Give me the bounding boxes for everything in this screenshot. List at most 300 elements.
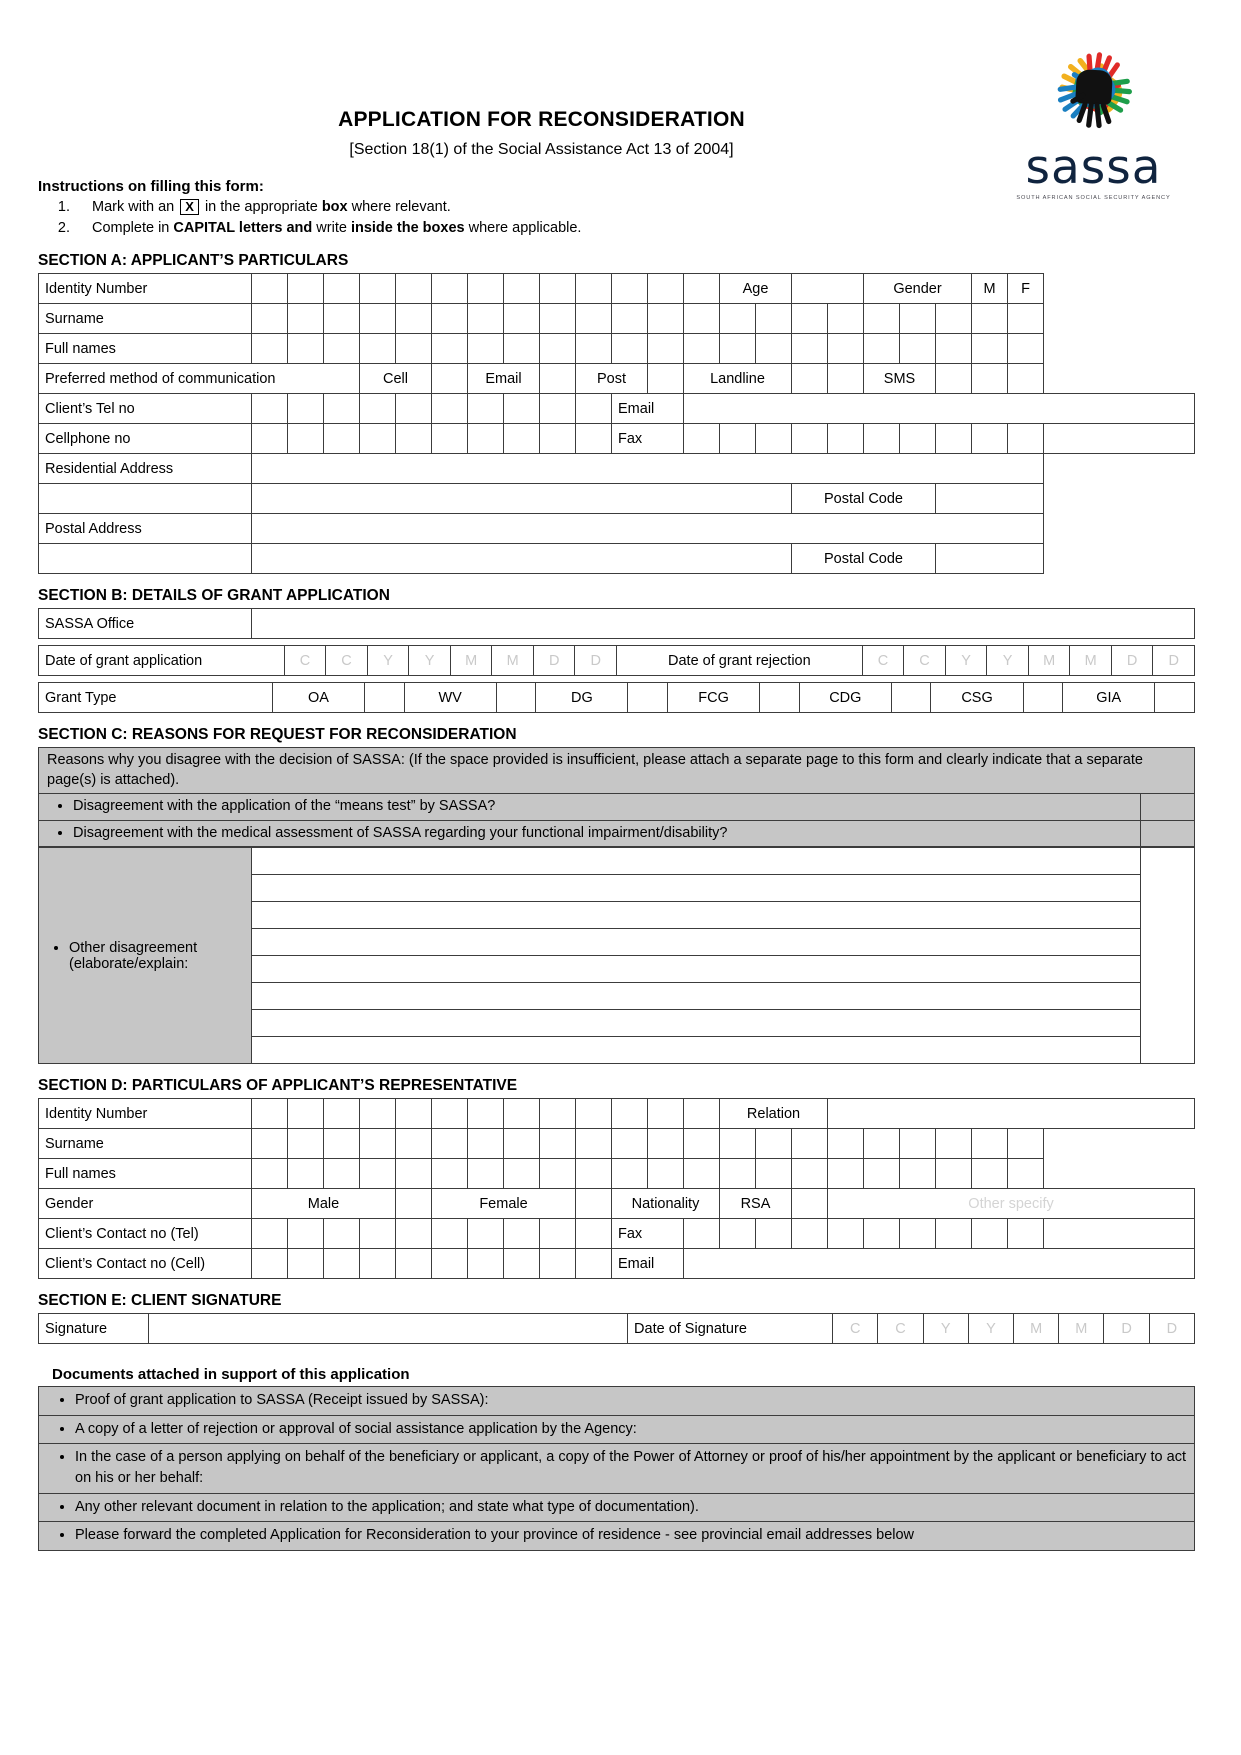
age-input[interactable] bbox=[792, 274, 864, 304]
rep-id-digit-box[interactable] bbox=[252, 1099, 288, 1129]
cell-digit-box[interactable] bbox=[324, 424, 360, 454]
rep-identity-number-label: Identity Number bbox=[39, 1099, 252, 1129]
rep-cell-digit-box[interactable] bbox=[504, 1249, 540, 1279]
postal-address-row-2 bbox=[39, 544, 1195, 574]
rep-surname-char-box[interactable] bbox=[396, 1129, 432, 1159]
app-date-box[interactable]: M bbox=[450, 646, 492, 676]
surname-char-box[interactable] bbox=[792, 304, 828, 334]
rej-date-box[interactable]: D bbox=[1111, 646, 1153, 676]
postal-address-input[interactable] bbox=[252, 514, 1044, 544]
id-digit-box[interactable] bbox=[432, 274, 468, 304]
surname-char-box[interactable] bbox=[648, 304, 684, 334]
cell-digit-box[interactable] bbox=[288, 424, 324, 454]
app-date-box[interactable]: C bbox=[326, 646, 368, 676]
rep-id-digit-box[interactable] bbox=[648, 1099, 684, 1129]
surname-char-box[interactable] bbox=[972, 304, 1008, 334]
rep-tel-digit-box[interactable] bbox=[540, 1219, 576, 1249]
comm-option-landline-checkbox[interactable] bbox=[792, 364, 828, 394]
rep-fullname-char-box[interactable] bbox=[936, 1159, 972, 1189]
rep-fullname-char-box[interactable] bbox=[504, 1159, 540, 1189]
rep-surname-char-box[interactable] bbox=[936, 1129, 972, 1159]
tel-digit-box[interactable] bbox=[468, 394, 504, 424]
x-mark-icon: X bbox=[180, 199, 199, 215]
rep-fullname-char-box[interactable] bbox=[1008, 1159, 1044, 1189]
app-date-box[interactable]: D bbox=[533, 646, 575, 676]
rep-full-names-row bbox=[39, 1159, 1195, 1189]
instruction-2-pre: Complete in bbox=[92, 220, 170, 237]
reason-2-cell bbox=[39, 820, 1141, 847]
surname-char-box[interactable] bbox=[504, 304, 540, 334]
rep-gender-row bbox=[39, 1189, 1195, 1219]
rep-cell-digit-box[interactable] bbox=[324, 1249, 360, 1279]
logo-wordmark: sassa bbox=[1025, 140, 1162, 195]
tel-digit-box[interactable] bbox=[288, 394, 324, 424]
rep-surname-char-box[interactable] bbox=[720, 1129, 756, 1159]
id-digit-box[interactable] bbox=[540, 274, 576, 304]
gender-female-box[interactable]: F bbox=[1008, 274, 1044, 304]
rep-id-digit-box[interactable] bbox=[504, 1099, 540, 1129]
surname-char-box[interactable] bbox=[612, 304, 648, 334]
grant-type-wv-checkbox[interactable] bbox=[496, 683, 536, 713]
reason-2-checkbox[interactable] bbox=[1141, 820, 1195, 847]
rep-tel-digit-box[interactable] bbox=[468, 1219, 504, 1249]
rep-fax-digit-box[interactable] bbox=[1008, 1219, 1044, 1249]
rep-cell-digit-box[interactable] bbox=[360, 1249, 396, 1279]
rej-date-box[interactable]: C bbox=[862, 646, 904, 676]
rep-tel-digit-box[interactable] bbox=[504, 1219, 540, 1249]
signature-input[interactable] bbox=[149, 1314, 628, 1344]
app-date-box[interactable]: Y bbox=[409, 646, 451, 676]
identity-number-label: Identity Number bbox=[39, 274, 252, 304]
surname-char-box[interactable] bbox=[1008, 304, 1044, 334]
rej-date-box[interactable]: M bbox=[1028, 646, 1070, 676]
rep-other-specify-input[interactable]: Other specify bbox=[828, 1189, 1195, 1219]
rep-surname-char-box[interactable] bbox=[360, 1129, 396, 1159]
sassa-office-table bbox=[38, 608, 1195, 639]
rep-surname-char-box[interactable] bbox=[252, 1129, 288, 1159]
fullname-char-box[interactable] bbox=[612, 334, 648, 364]
tel-digit-box[interactable] bbox=[252, 394, 288, 424]
grant-type-fcg-checkbox[interactable] bbox=[760, 683, 800, 713]
postal-code-label-residential: Postal Code bbox=[792, 484, 936, 514]
rep-cell-digit-box[interactable] bbox=[468, 1249, 504, 1279]
rep-fax-digit-box[interactable] bbox=[864, 1219, 900, 1249]
fullname-char-box[interactable] bbox=[360, 334, 396, 364]
rep-fax-digit-box[interactable] bbox=[792, 1219, 828, 1249]
gender-male-box[interactable]: M bbox=[972, 274, 1008, 304]
instruction-1-pre: Mark with an bbox=[92, 199, 175, 215]
rep-id-digit-box[interactable] bbox=[684, 1099, 720, 1129]
other-disagreement-label: • Other disagreement (elaborate/explain: bbox=[69, 940, 247, 972]
rep-id-digit-box[interactable] bbox=[396, 1099, 432, 1129]
surname-char-box[interactable] bbox=[756, 304, 792, 334]
rep-tel-digit-box[interactable] bbox=[396, 1219, 432, 1249]
fullname-char-box[interactable] bbox=[324, 334, 360, 364]
reason-1-row bbox=[39, 794, 1195, 821]
surname-char-box[interactable] bbox=[252, 304, 288, 334]
surname-char-box[interactable] bbox=[288, 304, 324, 334]
fax-digit-box[interactable] bbox=[684, 424, 720, 454]
rep-fax-digit-box[interactable] bbox=[900, 1219, 936, 1249]
fullname-char-box[interactable] bbox=[1008, 334, 1044, 364]
other-write-line[interactable] bbox=[252, 1037, 1141, 1064]
rep-surname-char-box[interactable] bbox=[900, 1129, 936, 1159]
sig-date-box[interactable]: D bbox=[1104, 1314, 1149, 1344]
rep-surname-char-box[interactable] bbox=[864, 1129, 900, 1159]
grant-type-oa-label: OA bbox=[272, 683, 364, 713]
rep-cell-digit-box[interactable] bbox=[288, 1249, 324, 1279]
postal-address-input-2[interactable] bbox=[252, 544, 792, 574]
grant-type-label: Grant Type bbox=[39, 683, 273, 713]
rep-fullname-char-box[interactable] bbox=[324, 1159, 360, 1189]
rep-id-digit-box[interactable] bbox=[288, 1099, 324, 1129]
tel-digit-box[interactable] bbox=[540, 394, 576, 424]
grant-type-gia-checkbox[interactable] bbox=[1155, 683, 1195, 713]
cell-digit-box[interactable] bbox=[504, 424, 540, 454]
instruction-2-bold1: CAPITAL letters and bbox=[173, 220, 313, 237]
document-cell bbox=[39, 1387, 1195, 1416]
fullname-char-box[interactable] bbox=[396, 334, 432, 364]
rep-tel-digit-box[interactable] bbox=[576, 1219, 612, 1249]
rep-email-input[interactable] bbox=[684, 1249, 1195, 1279]
page-subtitle: [Section 18(1) of the Social Assistance Act 13 of 2004] bbox=[349, 141, 734, 158]
tel-digit-box[interactable] bbox=[324, 394, 360, 424]
rep-fullname-char-box[interactable] bbox=[648, 1159, 684, 1189]
sassa-office-label: SASSA Office bbox=[39, 609, 252, 639]
rep-fax-digit-box[interactable] bbox=[936, 1219, 972, 1249]
surname-char-box[interactable] bbox=[468, 304, 504, 334]
comm-option-sms-label: SMS bbox=[864, 364, 936, 394]
other-write-line[interactable] bbox=[252, 875, 1141, 902]
rep-contact-cell-label: Client’s Contact no (Cell) bbox=[39, 1249, 252, 1279]
rep-fullname-char-box[interactable] bbox=[540, 1159, 576, 1189]
rep-fullname-char-box[interactable] bbox=[468, 1159, 504, 1189]
rej-date-box[interactable]: M bbox=[1070, 646, 1112, 676]
rep-surname-char-box[interactable] bbox=[540, 1129, 576, 1159]
relation-label: Relation bbox=[720, 1099, 828, 1129]
cell-digit-box[interactable] bbox=[432, 424, 468, 454]
document-cell bbox=[39, 1493, 1195, 1522]
residential-address-input[interactable] bbox=[252, 454, 1044, 484]
spacer bbox=[972, 364, 1008, 394]
id-digit-box[interactable] bbox=[252, 274, 288, 304]
rep-tel-digit-box[interactable] bbox=[288, 1219, 324, 1249]
rep-contact-tel-label: Client’s Contact no (Tel) bbox=[39, 1219, 252, 1249]
rep-id-digit-box[interactable] bbox=[576, 1099, 612, 1129]
fax-digit-box[interactable] bbox=[792, 424, 828, 454]
rep-id-digit-box[interactable] bbox=[468, 1099, 504, 1129]
rep-fullname-char-box[interactable] bbox=[972, 1159, 1008, 1189]
comm-option-landline-label: Landline bbox=[684, 364, 792, 394]
grant-type-csg-checkbox[interactable] bbox=[1023, 683, 1063, 713]
document-row bbox=[39, 1387, 1195, 1416]
rep-cell-digit-box[interactable] bbox=[396, 1249, 432, 1279]
date-of-application-label: Date of grant application bbox=[39, 646, 285, 676]
rep-cell-digit-box[interactable] bbox=[540, 1249, 576, 1279]
rep-gender-male-checkbox[interactable] bbox=[396, 1189, 432, 1219]
grant-dates-table bbox=[38, 645, 1195, 676]
id-digit-box[interactable] bbox=[324, 274, 360, 304]
email-input[interactable] bbox=[684, 394, 1195, 424]
fax-label: Fax bbox=[612, 424, 684, 454]
postal-address-label: Postal Address bbox=[39, 514, 252, 544]
fullname-char-box[interactable] bbox=[936, 334, 972, 364]
rep-surname-char-box[interactable] bbox=[468, 1129, 504, 1159]
full-names-label: Full names bbox=[39, 334, 252, 364]
grant-type-dg-checkbox[interactable] bbox=[628, 683, 668, 713]
rep-surname-row bbox=[39, 1129, 1195, 1159]
fax-digit-box[interactable] bbox=[720, 424, 756, 454]
reason-2-text: • Disagreement with the medical assessment of SASSA regarding your functional impairment/disability? bbox=[73, 824, 1132, 844]
rep-fullname-char-box[interactable] bbox=[396, 1159, 432, 1189]
sig-date-box[interactable]: C bbox=[833, 1314, 878, 1344]
grant-type-oa-checkbox[interactable] bbox=[365, 683, 405, 713]
sig-date-box[interactable]: M bbox=[1014, 1314, 1059, 1344]
grant-type-row bbox=[39, 683, 1195, 713]
rep-id-digit-box[interactable] bbox=[612, 1099, 648, 1129]
rep-fullname-char-box[interactable] bbox=[828, 1159, 864, 1189]
fax-digit-box[interactable] bbox=[900, 424, 936, 454]
surname-char-box[interactable] bbox=[360, 304, 396, 334]
email-label: Email bbox=[612, 394, 684, 424]
document-item-text: • Any other relevant document in relation to the application; and state what type of documentation). bbox=[75, 1497, 1186, 1518]
age-label: Age bbox=[720, 274, 792, 304]
residential-address-row-2 bbox=[39, 484, 1195, 514]
rep-fax-digit-box[interactable] bbox=[828, 1219, 864, 1249]
rep-fax-digit-box[interactable] bbox=[1044, 1219, 1195, 1249]
rej-date-box[interactable]: Y bbox=[945, 646, 987, 676]
rep-surname-char-box[interactable] bbox=[828, 1129, 864, 1159]
fullname-char-box[interactable] bbox=[756, 334, 792, 364]
id-digit-box[interactable] bbox=[648, 274, 684, 304]
surname-char-box[interactable] bbox=[324, 304, 360, 334]
sig-date-box[interactable]: Y bbox=[968, 1314, 1013, 1344]
other-write-line[interactable] bbox=[252, 1010, 1141, 1037]
rep-fullname-char-box[interactable] bbox=[720, 1159, 756, 1189]
rep-surname-char-box[interactable] bbox=[756, 1129, 792, 1159]
fullname-char-box[interactable] bbox=[468, 334, 504, 364]
other-disagreement-checkbox[interactable] bbox=[1141, 848, 1195, 1064]
rep-fullname-char-box[interactable] bbox=[792, 1159, 828, 1189]
comm-option-cell-checkbox[interactable] bbox=[432, 364, 468, 394]
other-write-line[interactable] bbox=[252, 848, 1141, 875]
rep-cell-digit-box[interactable] bbox=[252, 1249, 288, 1279]
rep-id-digit-box[interactable] bbox=[432, 1099, 468, 1129]
rep-tel-digit-box[interactable] bbox=[360, 1219, 396, 1249]
fax-digit-box[interactable] bbox=[864, 424, 900, 454]
cell-digit-box[interactable] bbox=[468, 424, 504, 454]
postal-code-input-residential[interactable] bbox=[936, 484, 1044, 514]
rep-nationality-label: Nationality bbox=[612, 1189, 720, 1219]
id-digit-box[interactable] bbox=[684, 274, 720, 304]
comm-option-email-label: Email bbox=[468, 364, 540, 394]
rep-id-digit-box[interactable] bbox=[360, 1099, 396, 1129]
id-digit-box[interactable] bbox=[612, 274, 648, 304]
id-digit-box[interactable] bbox=[396, 274, 432, 304]
rep-surname-char-box[interactable] bbox=[1008, 1129, 1044, 1159]
rep-email-label: Email bbox=[612, 1249, 684, 1279]
fullname-char-box[interactable] bbox=[864, 334, 900, 364]
fullname-char-box[interactable] bbox=[972, 334, 1008, 364]
fullname-char-box[interactable] bbox=[576, 334, 612, 364]
other-write-line[interactable] bbox=[252, 902, 1141, 929]
rep-fax-digit-box[interactable] bbox=[720, 1219, 756, 1249]
cell-digit-box[interactable] bbox=[360, 424, 396, 454]
surname-char-box[interactable] bbox=[864, 304, 900, 334]
rep-fullname-char-box[interactable] bbox=[900, 1159, 936, 1189]
comm-option-post-label: Post bbox=[576, 364, 648, 394]
rep-fullname-char-box[interactable] bbox=[612, 1159, 648, 1189]
rep-surname-char-box[interactable] bbox=[504, 1129, 540, 1159]
surname-char-box[interactable] bbox=[720, 304, 756, 334]
fullname-char-box[interactable] bbox=[720, 334, 756, 364]
rep-identity-number-row bbox=[39, 1099, 1195, 1129]
rep-tel-digit-box[interactable] bbox=[324, 1219, 360, 1249]
rep-gender-label: Gender bbox=[39, 1189, 252, 1219]
cellphone-label: Cellphone no bbox=[39, 424, 252, 454]
fax-digit-box[interactable] bbox=[936, 424, 972, 454]
surname-char-box[interactable] bbox=[432, 304, 468, 334]
fullname-char-box[interactable] bbox=[828, 334, 864, 364]
rep-cell-digit-box[interactable] bbox=[576, 1249, 612, 1279]
app-date-box[interactable]: Y bbox=[367, 646, 409, 676]
sig-date-box[interactable]: D bbox=[1149, 1314, 1194, 1344]
residential-address-input-2[interactable] bbox=[252, 484, 792, 514]
id-digit-box[interactable] bbox=[360, 274, 396, 304]
rep-surname-char-box[interactable] bbox=[324, 1129, 360, 1159]
postal-code-input-postal[interactable] bbox=[936, 544, 1044, 574]
fax-digit-box[interactable] bbox=[756, 424, 792, 454]
rep-fax-digit-box[interactable] bbox=[756, 1219, 792, 1249]
other-write-line[interactable] bbox=[252, 929, 1141, 956]
rep-nationality-rsa-checkbox[interactable] bbox=[792, 1189, 828, 1219]
cell-digit-box[interactable] bbox=[540, 424, 576, 454]
rep-fullname-char-box[interactable] bbox=[252, 1159, 288, 1189]
fax-digit-box[interactable] bbox=[972, 424, 1008, 454]
cell-digit-box[interactable] bbox=[396, 424, 432, 454]
surname-char-box[interactable] bbox=[540, 304, 576, 334]
reason-1-checkbox[interactable] bbox=[1141, 794, 1195, 821]
surname-char-box[interactable] bbox=[684, 304, 720, 334]
rep-surname-char-box[interactable] bbox=[432, 1129, 468, 1159]
rep-surname-char-box[interactable] bbox=[684, 1129, 720, 1159]
rep-tel-digit-box[interactable] bbox=[432, 1219, 468, 1249]
fax-digit-box[interactable] bbox=[1008, 424, 1044, 454]
fullname-char-box[interactable] bbox=[288, 334, 324, 364]
tel-digit-box[interactable] bbox=[432, 394, 468, 424]
rep-cell-digit-box[interactable] bbox=[432, 1249, 468, 1279]
fax-digit-box[interactable] bbox=[828, 424, 864, 454]
rep-fullname-char-box[interactable] bbox=[576, 1159, 612, 1189]
cell-digit-box[interactable] bbox=[576, 424, 612, 454]
rep-fullname-char-box[interactable] bbox=[756, 1159, 792, 1189]
rep-id-digit-box[interactable] bbox=[540, 1099, 576, 1129]
id-digit-box[interactable] bbox=[288, 274, 324, 304]
grant-type-wv-label: WV bbox=[404, 683, 496, 713]
signature-label: Signature bbox=[39, 1314, 149, 1344]
other-write-line[interactable] bbox=[252, 956, 1141, 983]
sig-date-box[interactable]: M bbox=[1059, 1314, 1104, 1344]
rej-date-box[interactable]: D bbox=[1153, 646, 1195, 676]
comm-option-email-checkbox[interactable] bbox=[540, 364, 576, 394]
rep-fullname-char-box[interactable] bbox=[360, 1159, 396, 1189]
surname-char-box[interactable] bbox=[576, 304, 612, 334]
section-c-intro: Reasons why you disagree with the decision of SASSA: (If the space provided is insufficient, please attach a separate page to this form and clearly indicate that a separate page(s) is attached). bbox=[39, 748, 1195, 794]
tel-digit-box[interactable] bbox=[576, 394, 612, 424]
fax-digit-box[interactable] bbox=[1044, 424, 1195, 454]
tel-digit-box[interactable] bbox=[504, 394, 540, 424]
grant-type-cdg-checkbox[interactable] bbox=[891, 683, 931, 713]
rep-surname-char-box[interactable] bbox=[792, 1129, 828, 1159]
rep-surname-char-box[interactable] bbox=[288, 1129, 324, 1159]
fullname-char-box[interactable] bbox=[252, 334, 288, 364]
residential-address-label-2 bbox=[39, 484, 252, 514]
page-title: APPLICATION FOR RECONSIDERATION bbox=[338, 108, 745, 131]
fullname-char-box[interactable] bbox=[792, 334, 828, 364]
rep-surname-char-box[interactable] bbox=[612, 1129, 648, 1159]
surname-char-box[interactable] bbox=[396, 304, 432, 334]
rep-surname-char-box[interactable] bbox=[576, 1129, 612, 1159]
rep-fullname-char-box[interactable] bbox=[864, 1159, 900, 1189]
surname-char-box[interactable] bbox=[828, 304, 864, 334]
rep-surname-char-box[interactable] bbox=[648, 1129, 684, 1159]
rep-fax-digit-box[interactable] bbox=[972, 1219, 1008, 1249]
rep-fullname-char-box[interactable] bbox=[684, 1159, 720, 1189]
rej-date-box[interactable]: C bbox=[904, 646, 946, 676]
fullname-char-box[interactable] bbox=[540, 334, 576, 364]
id-digit-box[interactable] bbox=[504, 274, 540, 304]
surname-char-box[interactable] bbox=[900, 304, 936, 334]
section-e-heading: SECTION E: CLIENT SIGNATURE bbox=[38, 1292, 282, 1310]
sig-date-box[interactable]: C bbox=[878, 1314, 923, 1344]
rep-fax-digit-box[interactable] bbox=[684, 1219, 720, 1249]
app-date-box[interactable]: C bbox=[284, 646, 326, 676]
comm-option-post-checkbox[interactable] bbox=[648, 364, 684, 394]
surname-char-box[interactable] bbox=[936, 304, 972, 334]
logo-tagline: SOUTH AFRICAN SOCIAL SECURITY AGENCY bbox=[1016, 194, 1171, 201]
cell-digit-box[interactable] bbox=[252, 424, 288, 454]
instruction-2-mid: write bbox=[316, 220, 347, 237]
other-write-line[interactable] bbox=[252, 983, 1141, 1010]
relation-input[interactable] bbox=[828, 1099, 1195, 1129]
fullname-char-box[interactable] bbox=[504, 334, 540, 364]
rep-surname-char-box[interactable] bbox=[972, 1129, 1008, 1159]
rep-fullname-char-box[interactable] bbox=[288, 1159, 324, 1189]
document-row bbox=[39, 1415, 1195, 1444]
fullname-char-box[interactable] bbox=[648, 334, 684, 364]
fullname-char-box[interactable] bbox=[432, 334, 468, 364]
app-date-box[interactable]: M bbox=[492, 646, 534, 676]
fullname-char-box[interactable] bbox=[684, 334, 720, 364]
rep-fullname-char-box[interactable] bbox=[432, 1159, 468, 1189]
sassa-office-input[interactable] bbox=[252, 609, 1195, 639]
rep-tel-digit-box[interactable] bbox=[252, 1219, 288, 1249]
tel-digit-box[interactable] bbox=[360, 394, 396, 424]
rej-date-box[interactable]: Y bbox=[987, 646, 1029, 676]
comm-option-sms-checkbox[interactable] bbox=[936, 364, 972, 394]
rep-id-digit-box[interactable] bbox=[324, 1099, 360, 1129]
id-digit-box[interactable] bbox=[576, 274, 612, 304]
fullname-char-box[interactable] bbox=[900, 334, 936, 364]
rep-fax-label: Fax bbox=[612, 1219, 684, 1249]
document-row bbox=[39, 1444, 1195, 1493]
document-item-text: • In the case of a person applying on behalf of the beneficiary or applicant, a copy of the Power of Attorney or proof of his/her appointment by the applicant or beneficiary to act on his or her behalf: bbox=[75, 1447, 1186, 1488]
rep-gender-female-checkbox[interactable] bbox=[576, 1189, 612, 1219]
app-date-box[interactable]: D bbox=[575, 646, 617, 676]
id-digit-box[interactable] bbox=[468, 274, 504, 304]
sig-date-box[interactable]: Y bbox=[923, 1314, 968, 1344]
tel-digit-box[interactable] bbox=[396, 394, 432, 424]
